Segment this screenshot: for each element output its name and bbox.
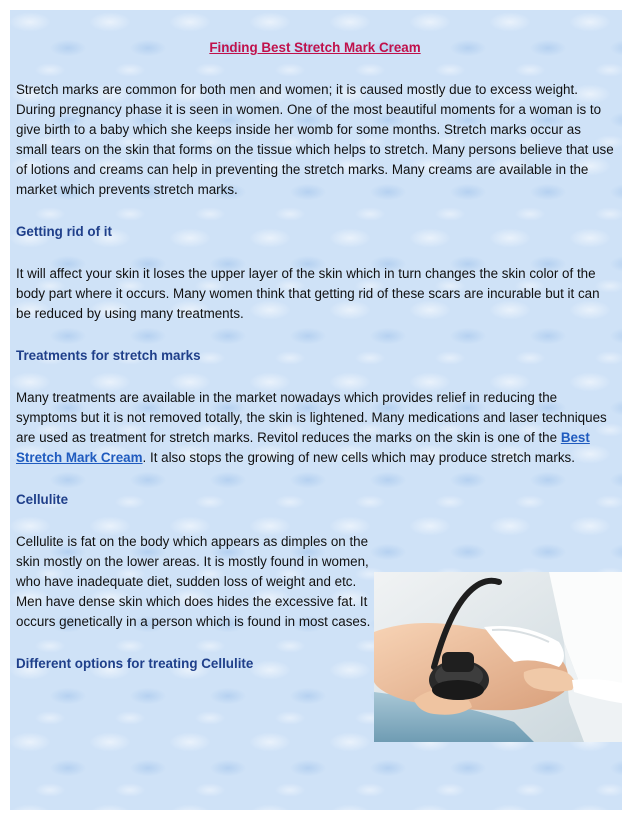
best-stretch-mark-cream-link[interactable]: Best Stretch Mark Cream (16, 430, 590, 465)
treatments-text-after-link: . It also stops the growing of new cells which may produce stretch marks. (142, 450, 575, 465)
paragraph-getting-rid: It will affect your skin it loses the upper layer of the skin which in turn changes the skin color of the body part where it occurs. Many women think that getting rid of these scars are incurable but it can be reduced by using many treatments. (16, 266, 600, 321)
heading-cellulite: Cellulite (16, 492, 69, 507)
treatments-text-before-link: Many treatments are available in the market nowadays which provides relief in reducing the symptoms but it is not removed totally, the skin is lightened. Many medications and laser techniques are used as treatment for stretch marks. Revitol reduces the marks on the skin is one of the (16, 390, 607, 445)
heading-cellulite-options: Different options for treating Cellulite (16, 656, 254, 671)
document-page (10, 10, 622, 810)
intro-paragraph: Stretch marks are common for both men and women; it is caused mostly due to excess weight. During pregnancy phase it is seen in women. One of the most beautiful moments for a woman is to give birth to a baby which she keeps inside her womb for some months. Stretch marks occur as small tears on the skin that forms on the tissue which helps to stretch. Many persons believe that use of lotions and creams can help in preventing the stretch marks. Many creams are available in the market which prevents stretch marks. (16, 82, 614, 197)
heading-getting-rid: Getting rid of it (16, 224, 112, 239)
paragraph-cellulite: Cellulite is fat on the body which appears as dimples on the skin mostly on the lower areas. It is mostly found in women, who have inadequate diet, sudden loss of weight and etc. Men have dense skin which does hides the excessive fat. It occurs genetically in a person which is found in most cases. (16, 534, 371, 629)
heading-treatments: Treatments for stretch marks (16, 348, 201, 363)
page-title: Finding Best Stretch Mark Cream (209, 40, 421, 55)
cellulite-treatment-illustration (374, 572, 622, 742)
cellulite-treatment-photo (374, 572, 622, 742)
paragraph-treatments (16, 388, 614, 468)
